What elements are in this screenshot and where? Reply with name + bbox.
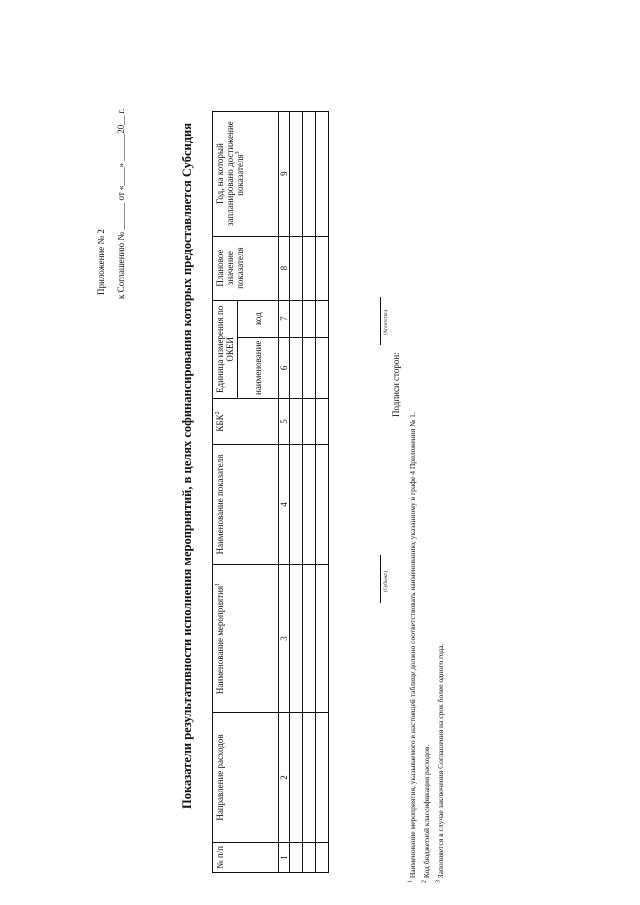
col-header-number: № п/п	[213, 843, 279, 873]
col-header-plan-value: Плановое значение показателя	[213, 236, 279, 300]
signature-line-agency	[380, 297, 381, 345]
footnote-2: $^2$ Код бюджетной классификации расходов.	[421, 744, 431, 883]
column-numbers-row	[279, 111, 290, 872]
column-number: 2	[279, 713, 290, 843]
column-number: 1	[279, 843, 290, 873]
col-header-kbk: КБК$^2$	[213, 399, 279, 445]
table-row	[303, 111, 316, 872]
col-header-indicator: Наименование показателя	[213, 445, 279, 565]
col-header-year: Год, на который запланировано достижение показателя$^3$	[213, 111, 279, 236]
signatures-label: Подписи сторон:	[391, 352, 401, 417]
column-number: 8	[279, 236, 290, 300]
indicators-table	[212, 111, 329, 873]
column-number: 3	[279, 565, 290, 713]
column-number: 6	[279, 337, 290, 398]
col-header-event: Наименование мероприятия$^1$	[213, 565, 279, 713]
footnote-1: $^1$ Наименование мероприятия, указываемого в настоящей таблице должно соответствовать наименованию, указанному в графе 4 Приложения № 1.	[407, 412, 417, 883]
appendix-label: Приложение № 2	[96, 229, 106, 295]
column-number: 7	[279, 300, 290, 337]
col-header-unit: Единица измерения по ОКЕИ	[213, 300, 238, 398]
column-number: 9	[279, 111, 290, 236]
agreement-ref: к Соглашению № ______ от «____» ______20__ г.	[116, 108, 126, 299]
col-subheader-code: код	[238, 300, 279, 337]
table-row	[290, 111, 303, 872]
col-subheader-name: наименование	[238, 337, 279, 398]
signature-caption-subject: (Субъект)	[384, 571, 389, 592]
column-number: 5	[279, 399, 290, 445]
col-header-direction: Направление расходов	[213, 713, 279, 843]
footnote-3: $^3$ Заполняется в случае заключения Соглашения на срок более одного года.	[435, 643, 445, 883]
table-row	[316, 111, 329, 872]
signature-caption-agency: (Агентство)	[384, 309, 389, 335]
column-number: 4	[279, 445, 290, 565]
signature-line-subject	[380, 555, 381, 603]
page-title: Показатели результативности исполнения мероприятий, в целях софинансирования которых предоставляется Субсидия	[180, 123, 194, 809]
